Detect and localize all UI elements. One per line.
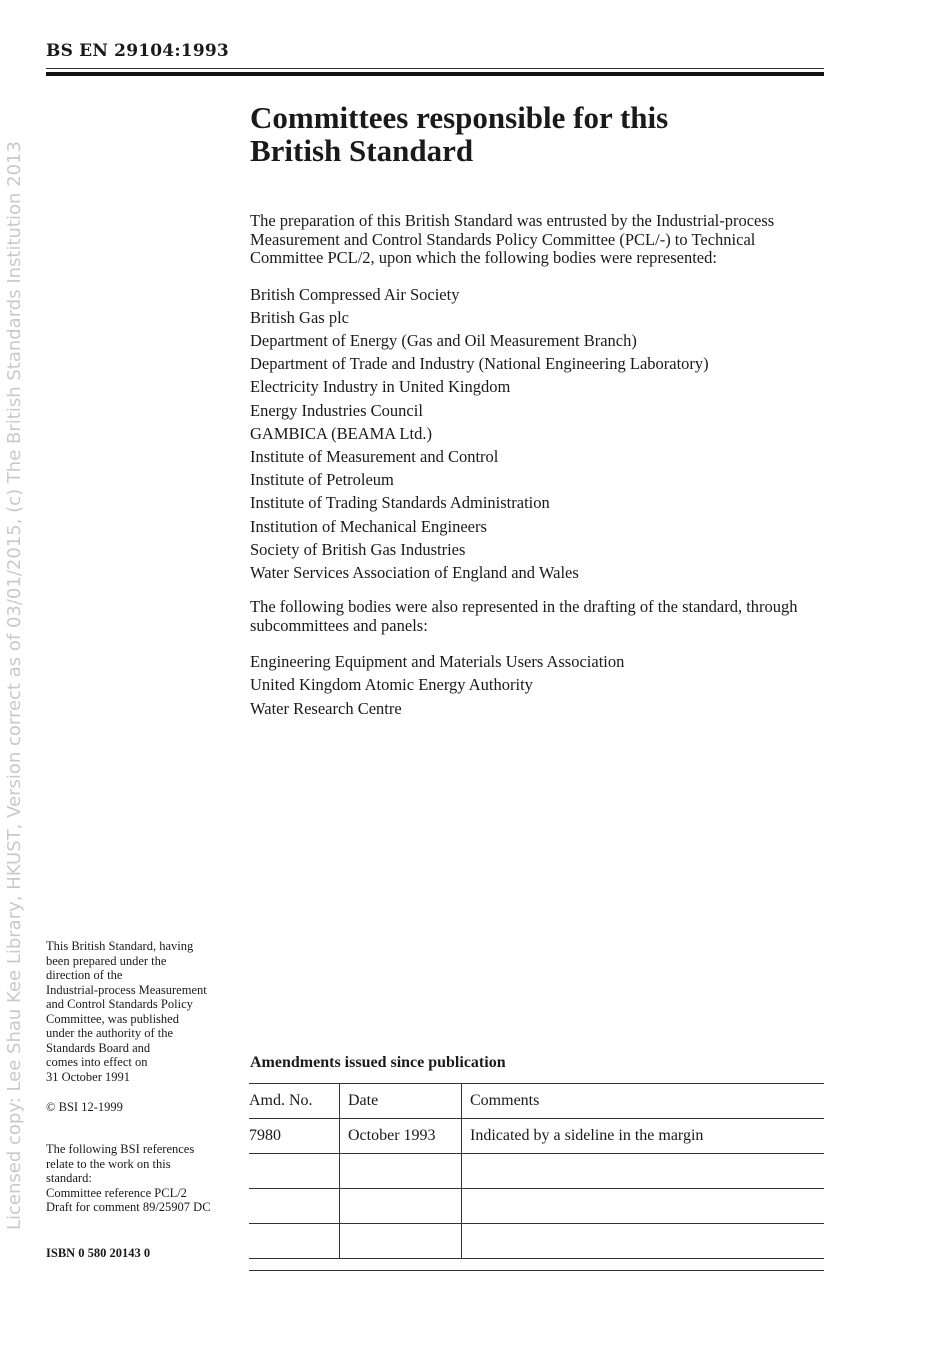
amd-no-cell xyxy=(249,1189,340,1224)
date-cell xyxy=(340,1224,462,1259)
table-row xyxy=(249,1119,824,1154)
license-watermark: Licensed copy: Lee Shau Kee Library, HKUST, Version correct as of 03/01/2015, (c) The British Standards Institution 2013 xyxy=(4,141,25,1230)
date-cell xyxy=(340,1154,462,1189)
publication-line: under the authority of the xyxy=(46,1026,174,1040)
column-header-comments: Comments xyxy=(462,1084,825,1119)
reference-line: Draft for comment 89/25907 DC xyxy=(46,1200,211,1214)
list-item: Department of Trade and Industry (National Engineering Laboratory) xyxy=(250,354,709,374)
publication-line: direction of the xyxy=(46,968,123,982)
reference-line: Committee reference PCL/2 xyxy=(46,1185,187,1200)
comments-cell xyxy=(462,1154,825,1189)
list-item: Engineering Equipment and Materials Users Association xyxy=(250,652,625,672)
title-line-2: British Standard xyxy=(250,133,474,168)
document-reference: BS EN 29104:1993 xyxy=(46,41,229,61)
list-item: Institute of Petroleum xyxy=(250,470,394,490)
page-title xyxy=(250,101,825,167)
date-cell: October 1993 xyxy=(340,1119,462,1154)
footer-rule xyxy=(249,1270,824,1271)
comments-cell: Indicated by a sideline in the margin xyxy=(462,1119,825,1154)
list-item: Institute of Trading Standards Administration xyxy=(250,493,550,513)
reference-line: The following BSI references xyxy=(46,1142,195,1156)
column-header-amd-no: Amd. No. xyxy=(249,1084,340,1119)
comments-cell xyxy=(462,1224,825,1259)
bsi-references-note xyxy=(46,1142,246,1215)
table-header-row xyxy=(249,1084,824,1119)
publication-line: 31 October 1991 xyxy=(46,1069,131,1084)
list-item: British Compressed Air Society xyxy=(250,284,460,304)
subcommittee-bodies-list xyxy=(250,650,825,720)
list-item: British Gas plc xyxy=(250,307,349,327)
comments-cell xyxy=(462,1189,825,1224)
publication-line: comes into effect on xyxy=(46,1055,148,1069)
publication-line: This British Standard, having xyxy=(46,939,194,953)
publication-note xyxy=(46,939,246,1084)
amd-no-cell xyxy=(249,1224,340,1259)
publication-line: Standards Board and xyxy=(46,1040,151,1055)
list-item: Water Research Centre xyxy=(250,698,402,718)
column-header-date: Date xyxy=(340,1084,462,1119)
list-item: Institute of Measurement and Control xyxy=(250,446,499,466)
table-row xyxy=(249,1189,824,1224)
publication-line: Committee, was published xyxy=(46,1011,179,1026)
table-row xyxy=(249,1154,824,1189)
list-item: Society of British Gas Industries xyxy=(250,539,466,559)
list-item: Energy Industries Council xyxy=(250,400,423,420)
reference-line: standard: xyxy=(46,1171,92,1185)
represented-bodies-list xyxy=(250,283,825,585)
publication-line: Industrial-process Measurement xyxy=(46,982,207,997)
publication-line: and Control Standards Policy xyxy=(46,997,193,1011)
amd-no-cell xyxy=(249,1154,340,1189)
date-cell xyxy=(340,1189,462,1224)
list-item: GAMBICA (BEAMA Ltd.) xyxy=(250,423,432,443)
header-rule-thick xyxy=(46,72,824,76)
amendments-table xyxy=(249,1083,824,1259)
main-content xyxy=(250,101,825,734)
publication-line: been prepared under the xyxy=(46,953,167,968)
committee-intro: The preparation of this British Standard was entrusted by the Industrial-process Measurement and Control Standards Policy Committee (PCL/-) to Technical Committee PCL/2, upon which the following bodies were represented: xyxy=(250,211,775,267)
amendments-heading: Amendments issued since publication xyxy=(250,1054,506,1071)
amd-no-cell: 7980 xyxy=(249,1119,340,1154)
list-item: Water Services Association of England and Wales xyxy=(250,562,579,582)
list-item: United Kingdom Atomic Energy Authority xyxy=(250,675,533,695)
list-item: Institution of Mechanical Engineers xyxy=(250,516,487,536)
reference-line: relate to the work on this xyxy=(46,1156,171,1171)
copyright-note: © BSI 12-1999 xyxy=(46,1100,123,1114)
table-row xyxy=(249,1224,824,1259)
isbn: ISBN 0 580 20143 0 xyxy=(46,1246,151,1260)
header-rule-thin xyxy=(46,68,824,69)
title-line-1: Committees responsible for this xyxy=(250,100,669,135)
subcommittee-intro: The following bodies were also represented in the drafting of the standard, through subcommittees and panels: xyxy=(250,597,798,635)
list-item: Department of Energy (Gas and Oil Measurement Branch) xyxy=(250,330,637,350)
list-item: Electricity Industry in United Kingdom xyxy=(250,377,511,397)
